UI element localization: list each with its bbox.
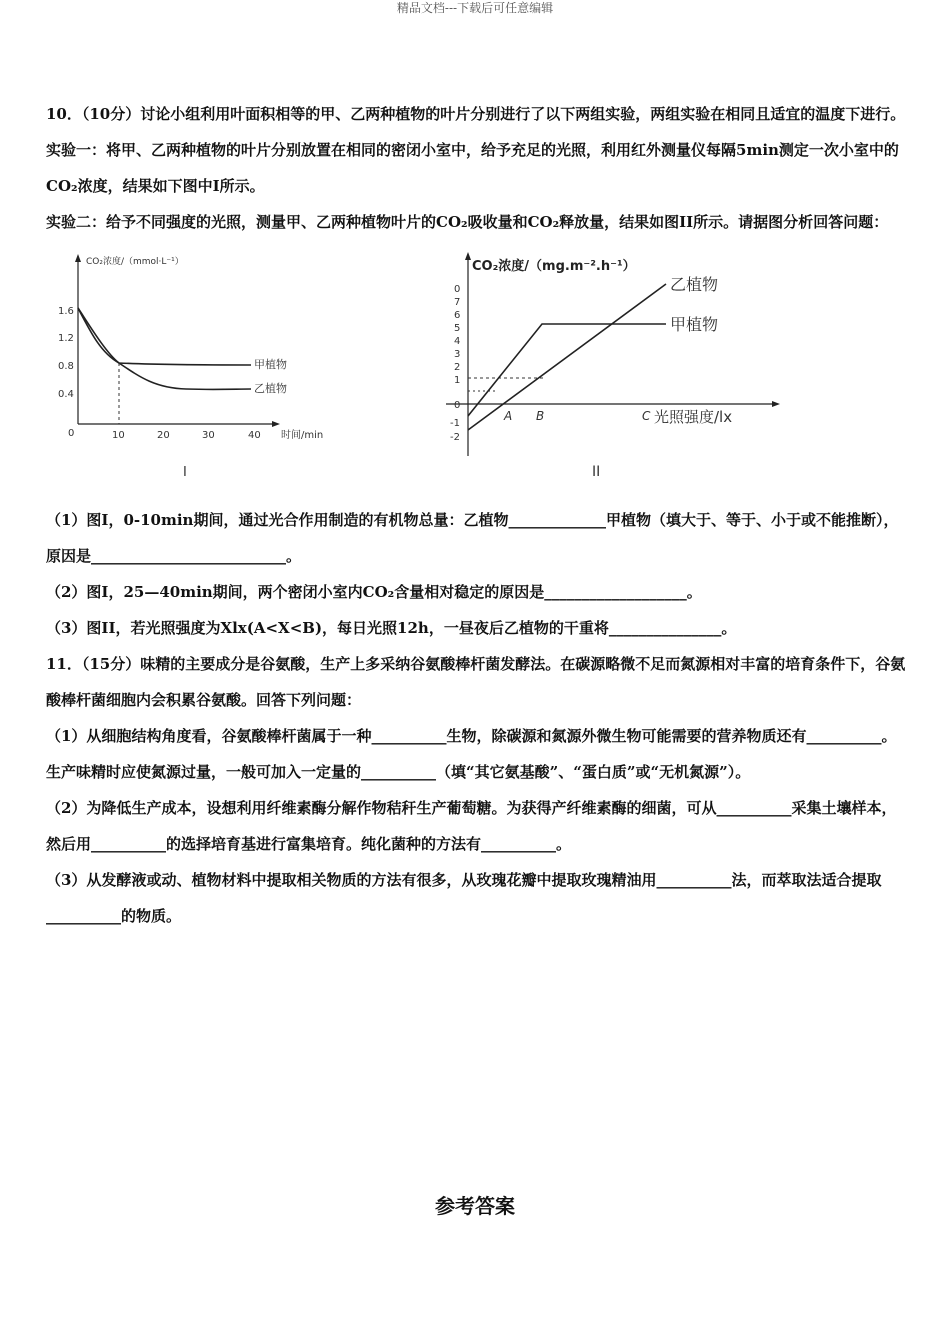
fig2-xpoint-a: A [504, 409, 513, 423]
fig2-ytick: -2 [450, 432, 460, 443]
fig2-xlabel: 光照强度/lx [654, 408, 733, 426]
q10-exp2: 实验二：给予不同强度的光照，测量甲、乙两种植物叶片的CO₂吸收量和CO₂释放量，结果如图II所示。请据图分析回答问题： [46, 213, 889, 231]
fig2-series-jia [468, 324, 666, 416]
fig2-ytick: 2 [454, 362, 461, 373]
fig1-ylabel: CO₂浓度/（mmol·L⁻¹） [86, 257, 184, 267]
q10-sub3: （3）图II，若光照强度为Xlx(A<X<B)，每日光照12h，一昼夜后乙植物的干重将_______________。 [46, 619, 737, 637]
fig1-series-jia [78, 308, 251, 365]
fig2-series-yi [468, 284, 666, 430]
fig2-legend-yi: 乙植物 [670, 275, 719, 294]
fig2-xpoint-b: B [536, 409, 545, 423]
fig2-ytick: 1 [454, 375, 461, 386]
fig2-ytick: 3 [454, 349, 461, 360]
fig1-ytick: 1.6 [58, 306, 74, 317]
q11-sub1: （1）从细胞结构角度看，谷氨酸棒杆菌属于一种__________生物，除碳源和氮源外微生物可能需要的营养物质还有__________。生产味精时应使氮源过量，一般可加入一定量的__________（填“其它氨基酸”、“蛋白质”或“无机氮源”）。 [46, 727, 897, 781]
fig1-series-yi [78, 308, 251, 389]
q10-sub2: （2）图I，25—40min期间，两个密闭小室内CO₂含量相对稳定的原因是___________________。 [46, 583, 702, 601]
fig2-ytick: 0 [454, 284, 461, 295]
fig1-ytick: 1.2 [58, 333, 74, 344]
fig2-ylabel: CO₂浓度/（mg.m⁻².h⁻¹） [472, 259, 636, 274]
fig1-legend-jia: 甲植物 [254, 358, 287, 371]
q10-questions [46, 502, 908, 646]
fig2-xpoint-c: C [642, 409, 651, 423]
fig1-xtick: 10 [112, 430, 125, 441]
fig1-label: I [183, 465, 187, 480]
fig1-y-arrow [75, 254, 81, 262]
q11-sub2: （2）为降低生产成本，设想利用纤维素酶分解作物秸秆生产葡萄糖。为获得产纤维素酶的细菌，可从__________采集土壤样本，然后用__________的选择培育基进行富集培育。纯化菌种的方法有__________。 [46, 799, 897, 853]
answer-title: 参考答案 [435, 1194, 515, 1218]
fig2-label: II [592, 464, 601, 480]
page-header: 精品文档---下载后可任意编辑 [396, 1, 554, 15]
fig2-ytick: 7 [454, 297, 461, 308]
fig2-ytick: 5 [454, 323, 461, 334]
fig1-x-arrow [272, 421, 280, 427]
fig1-ytick: 0.8 [58, 361, 74, 372]
fig1-legend-yi: 乙植物 [254, 382, 287, 395]
q10-exp1: 实验一：将甲、乙两种植物的叶片分别放置在相同的密闭小室中，给予充足的光照，利用红外测量仪每隔5min测定一次小室中的CO₂浓度，结果如下图中I所示。 [46, 141, 899, 195]
q11-intro: 11．（15分）味精的主要成分是谷氨酸，生产上多采纳谷氨酸棒杆菌发酵法。在碳源略微不足而氮源相对丰富的培育条件下，谷氨酸棒杆菌细胞内会积累谷氨酸。回答下列问题： [46, 655, 906, 709]
fig1-xtick: 0 [68, 428, 75, 439]
fig2-ytick: 4 [454, 336, 461, 347]
fig1-xtick: 40 [248, 430, 261, 441]
q11-sub3: （3）从发酵液或动、植物材料中提取相关物质的方法有很多，从玫瑰花瓣中提取玫瑰精油用__________法，而萃取法适合提取__________的物质。 [46, 871, 882, 925]
fig2-ytick: 0 [454, 400, 461, 411]
fig2-ytick: -1 [450, 418, 460, 429]
fig2-legend-jia: 甲植物 [670, 315, 719, 334]
q10-intro: 10．（10分）讨论小组利用叶面积相等的甲、乙两种植物的叶片分别进行了以下两组实验，两组实验在相同且适宜的温度下进行。 [46, 105, 906, 123]
document-body [46, 96, 908, 934]
figure-i [46, 248, 356, 488]
fig1-ytick: 0.4 [58, 389, 74, 400]
q10-sub1: （1）图I，0-10min期间，通过光合作用制造的有机物总量：乙植物_____________甲植物（填大于、等于、小于或不能推断），原因是__________________________。 [46, 511, 899, 565]
fig2-ytick: 6 [454, 310, 461, 321]
fig2-x-arrow [772, 401, 780, 407]
fig1-xtick: 20 [157, 430, 170, 441]
fig1-xlabel: 时间/min [281, 430, 324, 441]
fig2-y-arrow [465, 252, 471, 260]
figure-ii [396, 248, 796, 488]
fig1-xtick: 30 [202, 430, 215, 441]
figures [46, 248, 908, 498]
